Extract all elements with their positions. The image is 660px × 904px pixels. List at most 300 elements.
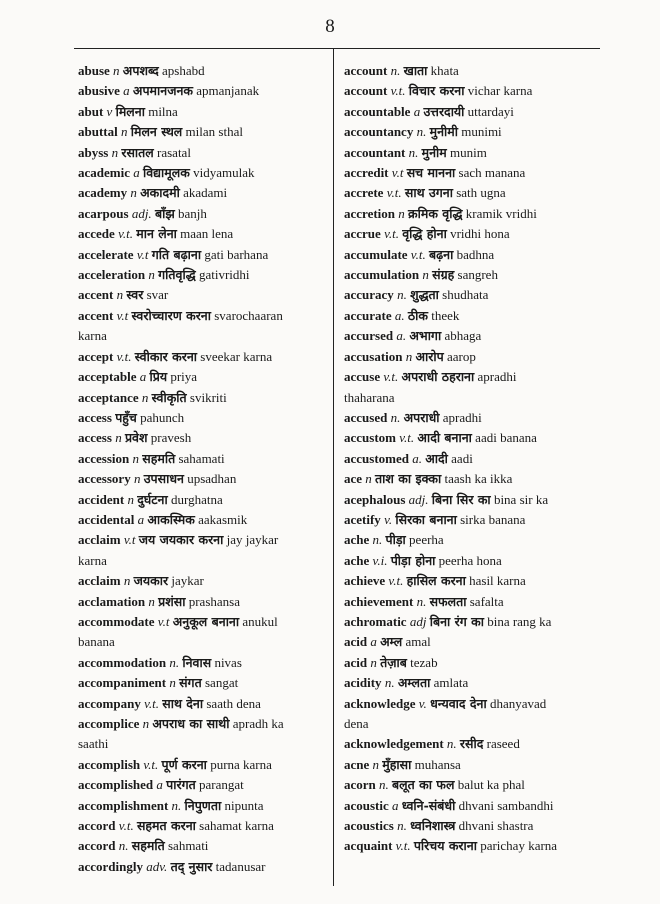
entry-transliteration: jay jaykar (226, 532, 279, 548)
entry-hindi: प्रिय (149, 369, 168, 385)
entry-transliteration: parangat (199, 777, 244, 793)
entry-transliteration: vidyamulak (193, 165, 255, 181)
entry-hindi: धन्यवाद देना (430, 695, 487, 711)
entry-hindi: गतिवृद्धि (158, 267, 196, 283)
entry-headword: accent (78, 307, 114, 323)
entry-part-of-speech: adv. (146, 858, 168, 874)
entry-headword: acid (344, 654, 368, 670)
entry-headword: accidental (78, 511, 135, 527)
entry-transliteration: aarop (446, 348, 476, 364)
entry-part-of-speech: a (133, 165, 140, 181)
dictionary-entry (78, 510, 328, 530)
entry-part-of-speech: v.t (391, 165, 404, 181)
dictionary-entry (78, 571, 328, 591)
entry-transliteration: milna (148, 103, 178, 119)
dictionary-entry (78, 592, 328, 612)
entry-transliteration: pahunch (140, 409, 185, 425)
entry-part-of-speech: n (116, 287, 124, 303)
entry-part-of-speech: v.t (116, 307, 129, 323)
entry-transliteration: aakasmik (198, 511, 248, 527)
dictionary-entry (78, 816, 328, 836)
entry-part-of-speech: n. (379, 777, 389, 793)
right-column (344, 61, 600, 857)
dictionary-entry (344, 204, 600, 224)
dictionary-entry (78, 796, 328, 816)
dictionary-entry (344, 408, 600, 428)
dictionary-entry (78, 469, 328, 489)
dictionary-entry (78, 428, 328, 448)
entry-headword: academic (78, 165, 130, 181)
dictionary-entry (344, 490, 600, 510)
entry-transliteration: amlata (433, 675, 469, 691)
entry-hindi: सहमति (131, 838, 165, 854)
entry-transliteration: theek (431, 307, 460, 323)
entry-part-of-speech: v.t. (399, 430, 415, 446)
entry-hindi: साथ देना (162, 695, 204, 711)
entry-hindi: बिना रंग का (429, 613, 484, 629)
entry-headword: acoustics (344, 818, 394, 834)
dictionary-entry (78, 367, 328, 387)
entry-headword: accustomed (344, 450, 409, 466)
entry-headword: accordingly (78, 858, 143, 874)
entry-headword: accomplish (78, 756, 141, 772)
entry-headword: accessory (78, 471, 131, 487)
entry-hindi: क्रमिक वृद्धि (408, 205, 463, 221)
entry-headword: accompaniment (78, 675, 167, 691)
entry-headword: accrue (344, 226, 381, 242)
entry-transliteration: akadami (183, 185, 228, 201)
entry-transliteration: anukul (242, 613, 278, 629)
dictionary-entry (78, 530, 328, 550)
entry-transliteration: muhansa (414, 756, 461, 772)
dictionary-entry (78, 836, 328, 856)
entry-headword: achieve (344, 573, 386, 589)
entry-hindi: आरोप (415, 348, 444, 364)
entry-transliteration: sangreh (457, 267, 498, 283)
entry-headword: acclaim (78, 532, 121, 548)
entry-part-of-speech: n. (390, 63, 401, 78)
entry-headword: accord (78, 838, 116, 854)
entry-transliteration: tadanusar (215, 858, 266, 874)
entry-transliteration: amal (405, 634, 431, 650)
entry-hindi: रसातल (121, 144, 154, 160)
entry-transliteration: hasil karna (469, 573, 526, 589)
dictionary-entry (78, 122, 328, 142)
entry-part-of-speech: n. (416, 124, 427, 140)
entry-headword: acarpous (78, 205, 129, 221)
entry-hindi: तद् नुसार (170, 858, 213, 874)
entry-headword: accretion (344, 205, 396, 221)
column-divider (333, 48, 334, 886)
dictionary-entry (344, 571, 600, 591)
entry-part-of-speech: n. (384, 675, 395, 691)
entry-transliteration: sach manana (458, 165, 526, 181)
entry-part-of-speech: a (123, 83, 130, 99)
entry-hindi: साथ उगना (404, 185, 453, 201)
entry-continuation: thaharana (344, 389, 395, 405)
dictionary-entry (78, 81, 328, 101)
dictionary-entry (344, 367, 600, 387)
entry-transliteration: raseed (486, 736, 520, 752)
dictionary-entry (78, 245, 328, 265)
entry-transliteration: taash ka ikka (444, 471, 513, 487)
entry-hindi: पारंगत (166, 777, 196, 793)
entry-part-of-speech: n. (169, 654, 180, 670)
entry-part-of-speech: n (130, 185, 137, 201)
entry-headword: achievement (344, 593, 414, 609)
entry-part-of-speech: n (115, 430, 122, 446)
entry-headword: acquaint (344, 838, 393, 854)
entry-headword: accomplice (78, 716, 140, 731)
entry-transliteration: jaykar (171, 573, 204, 589)
entry-transliteration: safalta (469, 593, 504, 609)
entry-hindi: स्वीकृति (151, 389, 187, 405)
entry-headword: accommodation (78, 654, 167, 670)
entry-part-of-speech: a. (394, 307, 405, 323)
entry-transliteration: gativridhi (198, 267, 250, 283)
entry-part-of-speech: n. (372, 532, 383, 548)
entry-hindi: दुर्घटना (137, 491, 168, 507)
dictionary-entry (344, 183, 600, 203)
page-number: 8 (325, 16, 335, 37)
entry-headword: accountable (344, 103, 411, 119)
entry-headword: accept (78, 348, 114, 364)
entry-headword: accede (78, 226, 115, 242)
entry-transliteration: rasatal (157, 144, 191, 160)
dictionary-entry (344, 734, 600, 754)
entry-headword: acceleration (78, 267, 146, 283)
entry-headword: accession (78, 450, 130, 466)
entry-part-of-speech: n (123, 573, 131, 589)
entry-hindi: पीड़ा होना (390, 552, 436, 568)
dictionary-entry (78, 775, 328, 795)
entry-hindi: मिलन स्थल (130, 124, 183, 140)
entry-part-of-speech: a. (396, 328, 407, 344)
entry-headword: account (344, 63, 388, 78)
entry-headword: accomplished (78, 777, 154, 793)
dictionary-entry (344, 102, 600, 122)
entry-headword: ace (344, 471, 363, 487)
entry-transliteration: sahmati (167, 838, 209, 854)
entry-hindi: पहुँच (115, 409, 137, 425)
entry-headword: abuse (78, 63, 110, 78)
entry-hindi: संगत (179, 675, 202, 691)
entry-part-of-speech: adj (409, 613, 427, 629)
dictionary-entry (78, 490, 328, 510)
dictionary-entry (78, 143, 328, 163)
entry-headword: accredit (344, 165, 389, 181)
entry-transliteration: svar (146, 287, 169, 303)
entry-part-of-speech: n. (171, 797, 182, 813)
dictionary-entry (344, 612, 600, 632)
dictionary-entry (78, 306, 328, 326)
entry-transliteration: sirka banana (460, 511, 526, 527)
entry-transliteration: pravesh (150, 430, 192, 446)
entry-hindi: संग्रह (432, 267, 455, 283)
entry-transliteration: kramik vridhi (465, 205, 537, 221)
entry-hindi: मुनीमी (429, 124, 458, 140)
dictionary-entry (78, 755, 328, 775)
entry-hindi: अम्ल (380, 634, 403, 650)
dictionary-entry (78, 183, 328, 203)
entry-part-of-speech: n (365, 471, 372, 487)
dictionary-entry (78, 102, 328, 122)
entry-headword: accuracy (344, 287, 394, 303)
dictionary-entry (78, 714, 328, 734)
entry-transliteration: svikriti (189, 389, 227, 405)
dictionary-entry (344, 694, 600, 714)
entry-transliteration: saath dena (206, 695, 261, 711)
entry-hindi: अपराधी ठहराना (401, 369, 475, 385)
entry-hindi: बिना सिर का (431, 491, 491, 507)
dictionary-entry (344, 755, 600, 775)
entry-headword: accountant (344, 144, 406, 160)
entry-transliteration: sahamat karna (199, 818, 274, 834)
dictionary-entry (344, 653, 600, 673)
dictionary-entry (78, 612, 328, 632)
dictionary-entry (344, 816, 600, 836)
dictionary-entry (344, 347, 600, 367)
entry-hindi: अपमानजनक (132, 83, 194, 99)
dictionary-entry (78, 449, 328, 469)
entry-transliteration: abhaga (444, 328, 482, 344)
dictionary-entry (78, 857, 328, 877)
dictionary-entry (344, 245, 600, 265)
entry-transliteration: sangat (204, 675, 239, 691)
entry-hindi: अपराध का साथी (152, 716, 230, 731)
dictionary-entry (78, 61, 328, 81)
entry-hindi: सहमति (142, 450, 176, 466)
entry-part-of-speech: n (141, 389, 149, 405)
entry-hindi: पूर्ण करना (161, 756, 207, 772)
entry-hindi: सिरका बनाना (395, 511, 457, 527)
entry-part-of-speech: v (106, 103, 113, 119)
entry-part-of-speech: v. (418, 695, 427, 711)
entry-headword: accuse (344, 369, 381, 385)
entry-hindi: मुँहासा (382, 756, 412, 772)
entry-part-of-speech: v.t. (116, 348, 132, 364)
entry-headword: accommodate (78, 613, 155, 629)
entry-hindi: ठीक (407, 307, 428, 323)
entry-headword: account (344, 83, 388, 99)
entry-hindi: प्रशंसा (158, 593, 186, 609)
entry-hindi: आकस्मिक (147, 511, 195, 527)
entry-part-of-speech: n (370, 654, 377, 670)
entry-part-of-speech: v.t. (386, 185, 402, 201)
dictionary-entry (344, 81, 600, 101)
entry-hindi: पीड़ा (385, 532, 406, 548)
entry-transliteration: vridhi hona (450, 226, 510, 242)
entry-transliteration: sveekar karna (200, 348, 273, 364)
entry-hindi: अम्लता (397, 675, 431, 691)
entry-hindi: परिचय कराना (413, 838, 477, 854)
dictionary-entry (78, 388, 328, 408)
entry-continuation: dena (344, 716, 369, 731)
dictionary-entry (344, 326, 600, 346)
entry-headword: acorn (344, 777, 376, 793)
dictionary-entry (344, 836, 600, 856)
entry-part-of-speech: n (127, 491, 134, 507)
dictionary-entry (344, 632, 600, 652)
entry-headword: acceptable (78, 369, 137, 385)
dictionary-entry (344, 469, 600, 489)
entry-part-of-speech: v.t. (410, 246, 426, 262)
entry-hindi: मुनीम (421, 144, 447, 160)
entry-transliteration: aadi banana (475, 430, 537, 446)
entry-transliteration: apradhi (442, 409, 482, 425)
entry-headword: abuttal (78, 124, 118, 140)
entry-part-of-speech: v.t. (388, 573, 404, 589)
entry-transliteration: dhvani sambandhi (458, 797, 554, 813)
dictionary-entry (344, 530, 600, 550)
entry-hindi: उपसाधन (143, 471, 184, 487)
dictionary-entry (78, 408, 328, 428)
entry-transliteration: nivas (214, 654, 242, 670)
entry-part-of-speech: v.t. (118, 226, 133, 242)
entry-part-of-speech: n. (408, 144, 419, 160)
entry-transliteration: vichar karna (467, 83, 533, 99)
entry-transliteration: peerha hona (438, 552, 502, 568)
entry-headword: acne (344, 756, 370, 772)
dictionary-entry (344, 775, 600, 795)
entry-transliteration: priya (170, 369, 198, 385)
entry-headword: ache (344, 552, 370, 568)
entry-transliteration: khata (430, 63, 459, 78)
entry-transliteration: badhna (456, 246, 495, 262)
entry-headword: acknowledge (344, 695, 416, 711)
entry-part-of-speech: v.i. (372, 552, 388, 568)
entry-part-of-speech: n. (397, 287, 407, 303)
entry-transliteration: munim (450, 144, 487, 160)
entry-part-of-speech: v.t. (384, 226, 399, 242)
dictionary-entry (344, 796, 600, 816)
dictionary-entry (344, 285, 600, 305)
entry-part-of-speech: v.t. (144, 695, 160, 711)
entry-part-of-speech: n (405, 348, 413, 364)
entry-headword: acknowledgement (344, 736, 444, 752)
entry-hindi: शुद्धता (410, 287, 439, 303)
entry-part-of-speech: n (132, 450, 140, 466)
entry-part-of-speech: v. (384, 511, 393, 527)
entry-headword: accent (78, 287, 114, 303)
header-rule (74, 48, 600, 49)
entry-hindi: जय जयकार करना (138, 532, 224, 548)
entry-hindi: तेज़ाब (380, 654, 407, 670)
entry-transliteration: svarochaaran (214, 307, 283, 323)
entry-part-of-speech: n (169, 675, 176, 691)
entry-part-of-speech: v.t (136, 246, 149, 262)
entry-transliteration: apmanjanak (196, 83, 260, 99)
entry-hindi: सच मानना (406, 165, 456, 181)
entry-transliteration: shudhata (442, 287, 489, 303)
entry-headword: abyss (78, 144, 109, 160)
dictionary-entry (344, 449, 600, 469)
entry-transliteration: peerha (409, 532, 444, 548)
entry-headword: access (78, 430, 112, 446)
entry-transliteration: banjh (178, 205, 207, 221)
entry-part-of-speech: n. (416, 593, 427, 609)
entry-continuation: karna (78, 552, 107, 568)
entry-transliteration: uttardayi (467, 103, 514, 119)
entry-headword: acclaim (78, 573, 121, 589)
entry-part-of-speech: v.t. (390, 83, 406, 99)
entry-transliteration: milan sthal (185, 124, 243, 140)
entry-headword: abusive (78, 83, 120, 99)
entry-part-of-speech: a (413, 103, 421, 119)
entry-headword: acclamation (78, 593, 146, 609)
entry-headword: accelerate (78, 246, 134, 262)
entry-transliteration: dhvani shastra (458, 818, 534, 834)
entry-transliteration: tezab (410, 654, 438, 670)
entry-hindi: ध्वनिशास्त्र (410, 818, 456, 834)
dictionary-entry (78, 204, 328, 224)
entry-continuation: karna (78, 328, 107, 344)
dictionary-entry (344, 673, 600, 693)
entry-part-of-speech: v.t. (143, 756, 159, 772)
entry-hindi: बढ़ना (428, 246, 454, 262)
dictionary-entry (344, 122, 600, 142)
entry-hindi: निपुणता (184, 797, 222, 813)
entry-hindi: आदी बनाना (417, 430, 472, 446)
dictionary-entry (344, 163, 600, 183)
entry-headword: acetify (344, 511, 381, 527)
entry-part-of-speech: n. (397, 818, 407, 834)
entry-headword: academy (78, 185, 128, 201)
entry-transliteration: sahamati (178, 450, 225, 466)
entry-part-of-speech: a (156, 777, 163, 793)
entry-transliteration: aadi (451, 450, 473, 466)
entry-part-of-speech: n (111, 144, 119, 160)
entry-hindi: आदी (425, 450, 448, 466)
entry-hindi: स्वर (126, 287, 144, 303)
entry-part-of-speech: n (372, 756, 380, 772)
entry-part-of-speech: v.t (123, 532, 136, 548)
dictionary-entry (78, 224, 328, 244)
entry-hindi: हासिल करना (406, 573, 466, 589)
entry-headword: ache (344, 532, 370, 548)
entry-headword: accurate (344, 307, 392, 323)
entry-part-of-speech: n (120, 124, 128, 140)
entry-transliteration: bina sir ka (493, 491, 549, 507)
entry-headword: acephalous (344, 491, 406, 507)
entry-part-of-speech: n (113, 63, 120, 78)
entry-part-of-speech: n (133, 471, 141, 487)
entry-transliteration: bina rang ka (487, 613, 552, 629)
entry-hindi: जयकार (133, 573, 169, 589)
entry-headword: accursed (344, 328, 394, 344)
entry-headword: accompany (78, 695, 141, 711)
entry-part-of-speech: n (398, 205, 405, 221)
entry-transliteration: purna karna (210, 756, 272, 772)
dictionary-entry (344, 510, 600, 530)
entry-hindi: अपशब्द (122, 63, 159, 78)
entry-transliteration: gati barhana (204, 246, 269, 262)
dictionary-entry (78, 285, 328, 305)
dictionary-entry (344, 551, 600, 571)
entry-headword: accused (344, 409, 388, 425)
entry-continuation: banana (78, 634, 115, 650)
entry-headword: achromatic (344, 613, 407, 629)
entry-hindi: सहमत करना (136, 818, 196, 834)
dictionary-entry (78, 694, 328, 714)
entry-part-of-speech: n (148, 593, 155, 609)
dictionary-entry (344, 143, 600, 163)
entry-part-of-speech: v.t. (395, 838, 411, 854)
entry-transliteration: balut ka phal (457, 777, 525, 793)
entry-part-of-speech: v.t. (383, 369, 399, 385)
dictionary-entry (78, 265, 328, 285)
entry-headword: accumulate (344, 246, 408, 262)
